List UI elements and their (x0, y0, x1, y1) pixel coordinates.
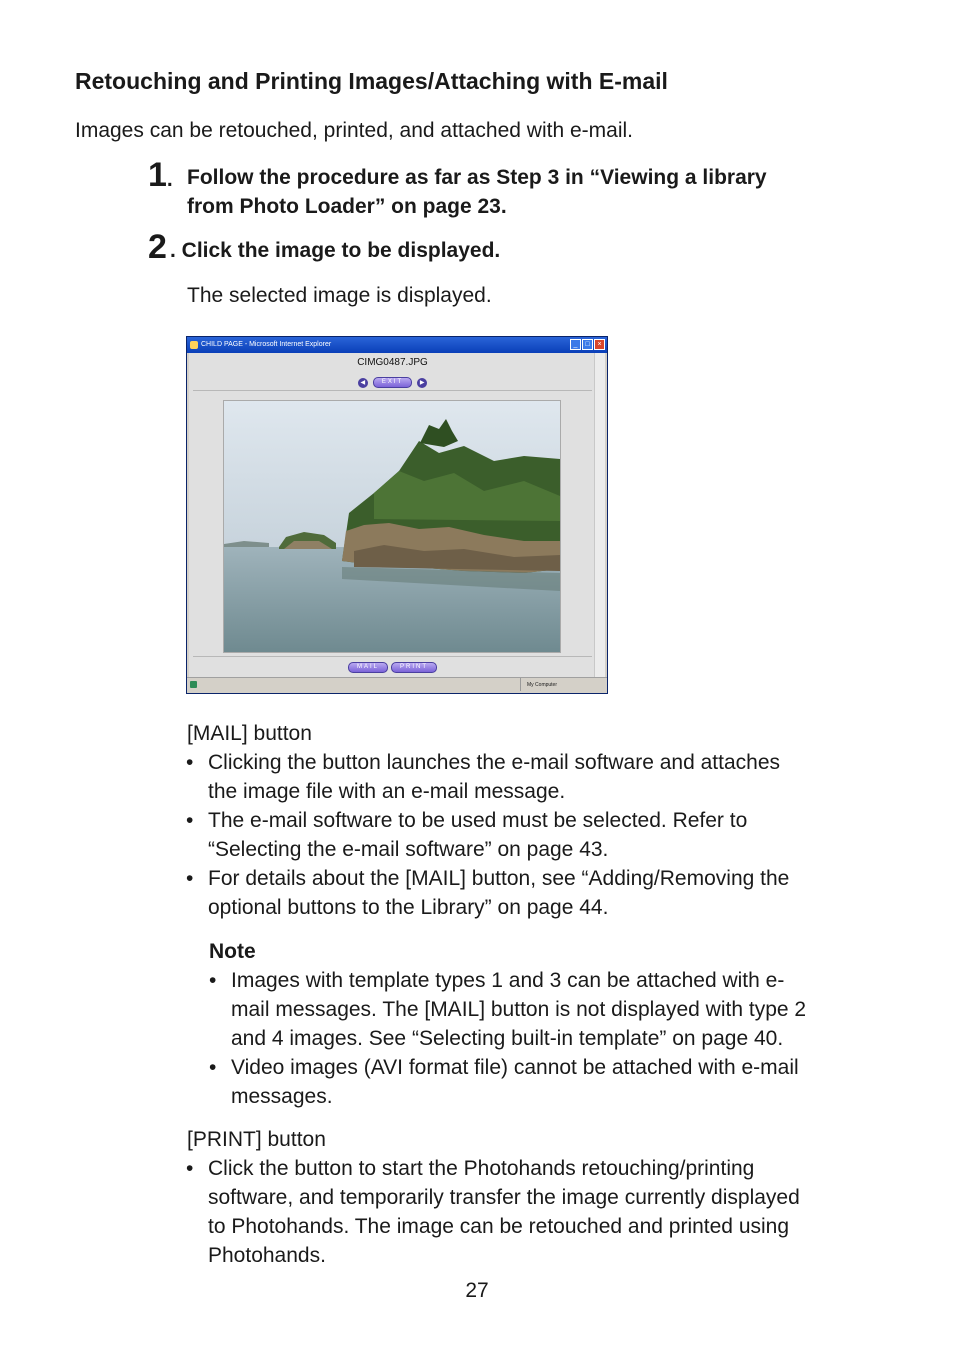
list-item: • Video images (AVI format file) cannot be attached with e-mail messages. (209, 1053, 909, 1111)
close-icon[interactable]: × (594, 339, 605, 350)
page-status-icon (190, 681, 197, 688)
page-content (189, 353, 596, 678)
window-titlebar (187, 337, 607, 353)
step-2-number: 2 (148, 228, 167, 266)
top-divider (193, 390, 592, 391)
list-item: • Click the button to start the Photohands retouching/printing software, and temporarily transfer the image currently displayed to Photohands. The image can be retouched and printed using Photohands. (186, 1154, 906, 1270)
step-1-line-2: from Photo Loader” on page 23. (187, 195, 507, 218)
step-2-text: . Click the image to be displayed. (170, 239, 501, 262)
image-filename: CIMG0487.JPG (357, 357, 428, 368)
next-arrow-icon[interactable]: ▶ (417, 378, 427, 388)
nav-row (189, 377, 596, 388)
status-bar (187, 677, 607, 693)
status-zone-label: My Computer (527, 682, 558, 688)
landscape-photo-image (224, 401, 560, 652)
step-1-number: 1. (148, 156, 173, 194)
displayed-photo (223, 400, 561, 653)
note-title: Note (209, 940, 256, 963)
bottom-divider (193, 656, 592, 657)
page-heading: Retouching and Printing Images/Attaching with E-mail (75, 68, 668, 94)
vertical-scrollbar[interactable] (594, 353, 605, 678)
maximize-icon[interactable]: □ (582, 339, 593, 350)
exit-button[interactable]: EXIT (373, 377, 412, 388)
intro-text: Images can be retouched, printed, and attached with e-mail. (75, 119, 633, 142)
step-1-text (187, 163, 767, 221)
previous-arrow-icon[interactable]: ◀ (358, 378, 368, 388)
step-2-result: The selected image is displayed. (187, 284, 492, 307)
list-item: • Clicking the button launches the e-mail software and attaches the image file with an e-mail message. (186, 748, 886, 806)
page-number: 27 (465, 1279, 489, 1302)
print-button[interactable]: PRINT (391, 662, 437, 673)
list-item: • For details about the [MAIL] button, see “Adding/Removing the optional buttons to the Library” on page 44. (186, 864, 886, 922)
step-1-line-1: Follow the procedure as far as Step 3 in “Viewing a library (187, 166, 767, 189)
action-buttons (189, 662, 596, 673)
mail-bullets (186, 748, 886, 922)
minimize-icon[interactable]: _ (570, 339, 581, 350)
ie-icon (190, 341, 198, 349)
list-item: • The e-mail software to be used must be selected. Refer to “Selecting the e-mail software” on page 43. (186, 806, 886, 864)
print-section-title: [PRINT] button (187, 1128, 326, 1151)
mail-button[interactable]: MAIL (348, 662, 388, 673)
mail-section-title: [MAIL] button (187, 722, 312, 745)
note-bullets (209, 966, 909, 1111)
browser-window-screenshot (186, 336, 608, 694)
window-title: CHILD PAGE - Microsoft Internet Explorer (201, 341, 332, 348)
security-zone (520, 678, 595, 691)
list-item: • Images with template types 1 and 3 can be attached with e- mail messages. The [MAIL] button is not displayed with type 2 and 4 images. See “Selecting built-in template” on page 40. (209, 966, 909, 1053)
print-bullets (186, 1154, 906, 1270)
